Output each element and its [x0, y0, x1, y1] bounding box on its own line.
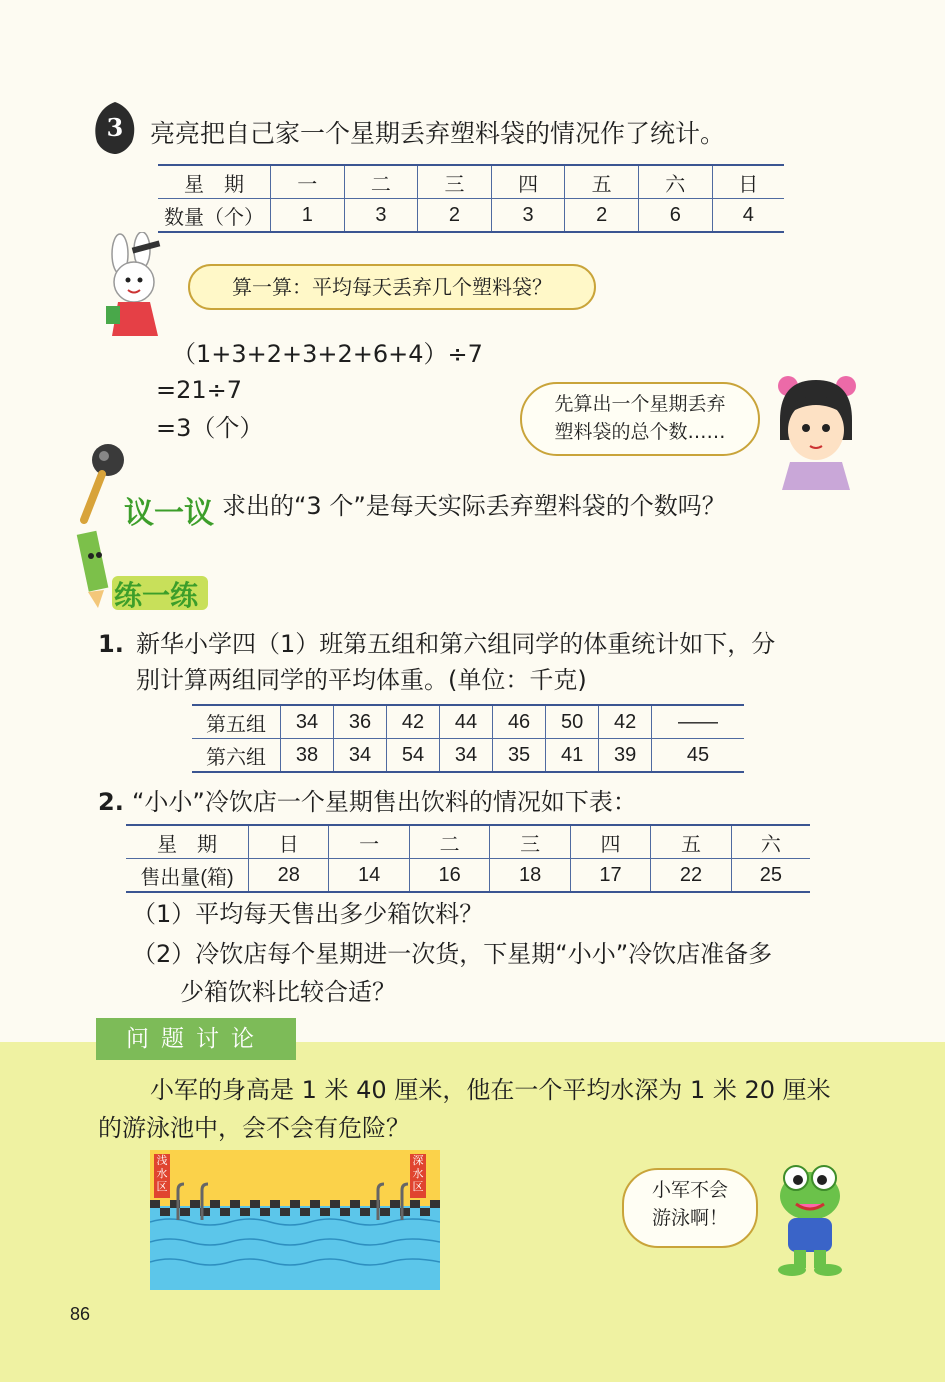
- practice-title: 练一练: [114, 579, 199, 612]
- table-cell: 星 期: [126, 825, 249, 859]
- table-cell: ——: [652, 705, 744, 739]
- rabbit-speech-bubble: 算一算：平均每天丢弃几个塑料袋？: [188, 264, 596, 310]
- frog-illustration: [770, 1160, 850, 1280]
- q2-sub1: （1）平均每天售出多少箱饮料？: [132, 900, 484, 928]
- frog-speech-bubble: [622, 1168, 758, 1248]
- table-cell: 二: [344, 165, 418, 199]
- q1-number: 1.: [98, 630, 124, 658]
- table-cell: 五: [651, 825, 731, 859]
- table-cell: 6: [638, 199, 712, 233]
- pencil-icon: [74, 528, 114, 610]
- microphone-icon: [76, 440, 130, 524]
- problem-discussion-tag: 问题讨论: [96, 1018, 296, 1060]
- table-cell: 46: [493, 705, 546, 739]
- calc-line-3: =3（个）: [156, 414, 264, 442]
- table-cell: 二: [409, 825, 489, 859]
- calc-line-1: （1+3+2+3+2+6+4）÷7: [172, 340, 483, 368]
- table-cell: 34: [281, 705, 334, 739]
- table-cell: 3: [344, 199, 418, 233]
- table-cell: 日: [249, 825, 329, 859]
- discuss-question: 求出的“3 个”是每天实际丢弃塑料袋的个数吗？: [222, 492, 726, 520]
- table-cell: 日: [712, 165, 784, 199]
- calc-line-2: =21÷7: [156, 376, 243, 404]
- table-cell: 1: [271, 199, 345, 233]
- table-header-row: [158, 165, 784, 199]
- table-cell: 第六组: [192, 739, 281, 773]
- q2-number: 2.: [98, 788, 124, 816]
- table-cell: 54: [387, 739, 440, 773]
- table-cell: 星 期: [158, 165, 271, 199]
- table-cell: 45: [652, 739, 744, 773]
- table-cell: 16: [409, 859, 489, 893]
- table-cell: 25: [731, 859, 810, 893]
- table-cell: 50: [546, 705, 599, 739]
- table-cell: 22: [651, 859, 731, 893]
- table-cell: 四: [570, 825, 650, 859]
- table-cell: 34: [334, 739, 387, 773]
- table-row: [158, 199, 784, 233]
- table-cell: 2: [565, 199, 639, 233]
- weight-table: [192, 704, 744, 773]
- table-cell: 42: [599, 705, 652, 739]
- table-cell: 三: [418, 165, 492, 199]
- drink-sales-table: [126, 824, 810, 893]
- table-cell: 39: [599, 739, 652, 773]
- bubble-line: 小军不会: [651, 1179, 728, 1201]
- page-number: 86: [70, 1304, 91, 1324]
- q2-sub2-line1: （2）冷饮店每个星期进一次货，下星期“小小”冷饮店准备多: [132, 940, 773, 968]
- table-cell: 售出量(箱): [126, 859, 249, 893]
- table-cell: 38: [281, 739, 334, 773]
- plastic-bag-table: [158, 164, 784, 233]
- swimming-pool-illustration: [150, 1150, 440, 1290]
- table-cell: 五: [565, 165, 639, 199]
- deep-sign: 深水区: [412, 1154, 424, 1193]
- example-intro: 亮亮把自己家一个星期丢弃塑料袋的情况作了统计。: [150, 119, 726, 148]
- problem-text-line2: 的游泳池中，会不会有危险？: [98, 1114, 410, 1142]
- table-header-row: [126, 825, 810, 859]
- table-cell: 四: [491, 165, 565, 199]
- table-row: [126, 859, 810, 893]
- table-cell: 44: [440, 705, 493, 739]
- girl-illustration: [770, 370, 862, 490]
- table-row: [192, 739, 744, 773]
- problem-text-line1: 小军的身高是 1 米 40 厘米，他在一个平均水深为 1 米 20 厘米: [150, 1076, 831, 1104]
- example-number-badge: [92, 100, 138, 156]
- table-cell: 36: [334, 705, 387, 739]
- q1-text-line1: 新华小学四（1）班第五组和第六组同学的体重统计如下，分: [136, 630, 776, 658]
- rabbit-illustration: [98, 232, 180, 344]
- table-cell: 42: [387, 705, 440, 739]
- table-cell: 一: [329, 825, 409, 859]
- bubble-line: 塑料袋的总个数……: [554, 421, 726, 443]
- bubble-line: 先算出一个星期丢弃: [554, 393, 726, 415]
- girl-speech-bubble: [520, 382, 760, 456]
- q2-text: “小小”冷饮店一个星期售出饮料的情况如下表：: [132, 788, 637, 816]
- table-cell: 14: [329, 859, 409, 893]
- table-cell: 数量（个）: [158, 199, 271, 233]
- table-cell: 3: [491, 199, 565, 233]
- table-cell: 六: [638, 165, 712, 199]
- table-cell: 41: [546, 739, 599, 773]
- table-cell: 第五组: [192, 705, 281, 739]
- q2-sub2-line2: 少箱饮料比较合适？: [180, 978, 396, 1006]
- table-cell: 34: [440, 739, 493, 773]
- discuss-title: 议一议: [124, 496, 214, 531]
- table-cell: 2: [418, 199, 492, 233]
- table-cell: 4: [712, 199, 784, 233]
- shallow-sign: 浅水区: [156, 1154, 168, 1193]
- table-cell: 18: [490, 859, 570, 893]
- table-cell: 17: [570, 859, 650, 893]
- table-cell: 六: [731, 825, 810, 859]
- table-cell: 一: [271, 165, 345, 199]
- table-cell: 三: [490, 825, 570, 859]
- table-cell: 35: [493, 739, 546, 773]
- q1-text-line2: 别计算两组同学的平均体重。(单位：千克): [136, 666, 587, 694]
- table-row: [192, 705, 744, 739]
- bubble-line: 游泳啊！: [651, 1207, 728, 1229]
- svg-text:3: 3: [106, 113, 124, 142]
- table-cell: 28: [249, 859, 329, 893]
